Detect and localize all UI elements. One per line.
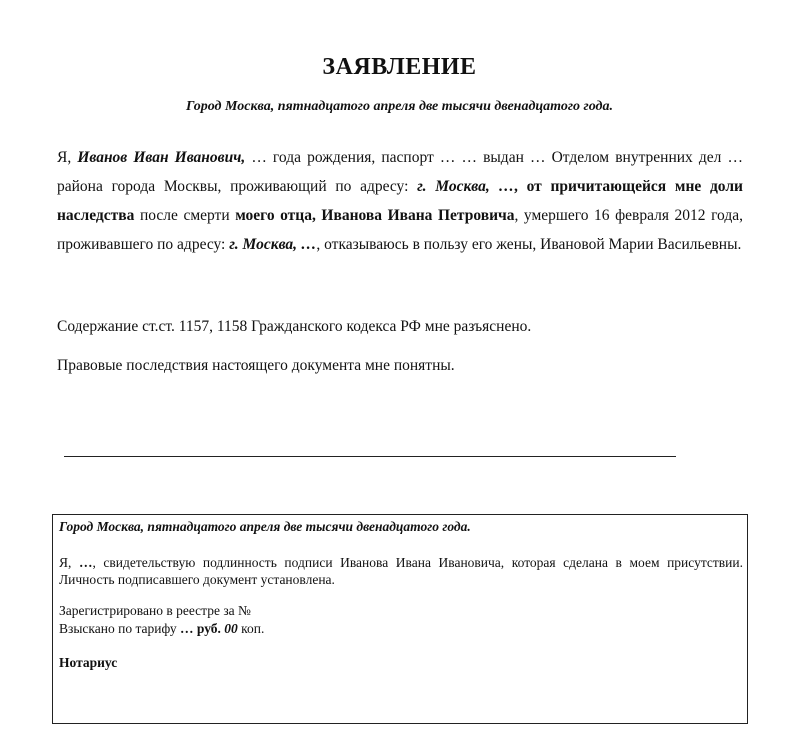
applicant-address: г. Москва, … — [417, 178, 514, 195]
fee-rub: … руб. — [180, 621, 225, 636]
statement-text: , умершего 16 февраля 2012 года, проживавшего по адресу: — [57, 207, 743, 253]
statement-text: , отказываюсь в пользу его жены, Ивановой Марии Васильевны. — [316, 236, 742, 253]
notary-dateline: Город Москва, пятнадцатого апреля две тысячи двенадцатого года. — [59, 519, 471, 534]
document-title: ЗАЯВЛЕНИЕ — [322, 54, 477, 80]
civil-code-line: Содержание ст.ст. 1157, 1158 Гражданского кодекса РФ мне разъяснено. — [57, 318, 532, 335]
notary-certification — [59, 554, 743, 588]
certification-text: , свидетельствую подлинность подписи Иванова Ивана Ивановича, которая сделана в моем присутствии. Личность подписавшего документ установлена. — [59, 555, 743, 587]
statement-text: после смерти — [134, 207, 236, 224]
fee-text: Взыскано по тарифу — [59, 621, 181, 636]
statement-paragraph — [57, 143, 743, 259]
inheritance-share: , от причитающейся мне доли наследства — [57, 178, 743, 224]
document-dateline: Город Москва, пятнадцатого апреля две тысячи двенадцатого года. — [186, 99, 613, 114]
signature-line — [64, 456, 676, 457]
fee-line — [59, 621, 264, 637]
certification-text: Я, — [59, 555, 79, 570]
consequences-line: Правовые последствия настоящего документа мне понятны. — [57, 357, 455, 374]
registry-line: Зарегистрировано в реестре за № — [59, 603, 251, 618]
notary-box — [52, 514, 748, 724]
notary-label: Нотариус — [59, 655, 118, 670]
fee-kop-value: 00 — [224, 621, 238, 636]
applicant-name: Иванов Иван Иванович, — [77, 149, 246, 166]
statement-text: Я, — [57, 149, 78, 166]
fee-text: коп. — [237, 621, 265, 636]
notary-name: … — [78, 555, 93, 570]
statement-text: … года рождения, паспорт … … выдан … Отделом внутренних дел … района города Москвы, проживающий по адресу: — [57, 149, 743, 195]
deceased-name: моего отца, Иванова Ивана Петровича — [235, 207, 515, 224]
deceased-address: г. Москва, … — [229, 236, 317, 253]
